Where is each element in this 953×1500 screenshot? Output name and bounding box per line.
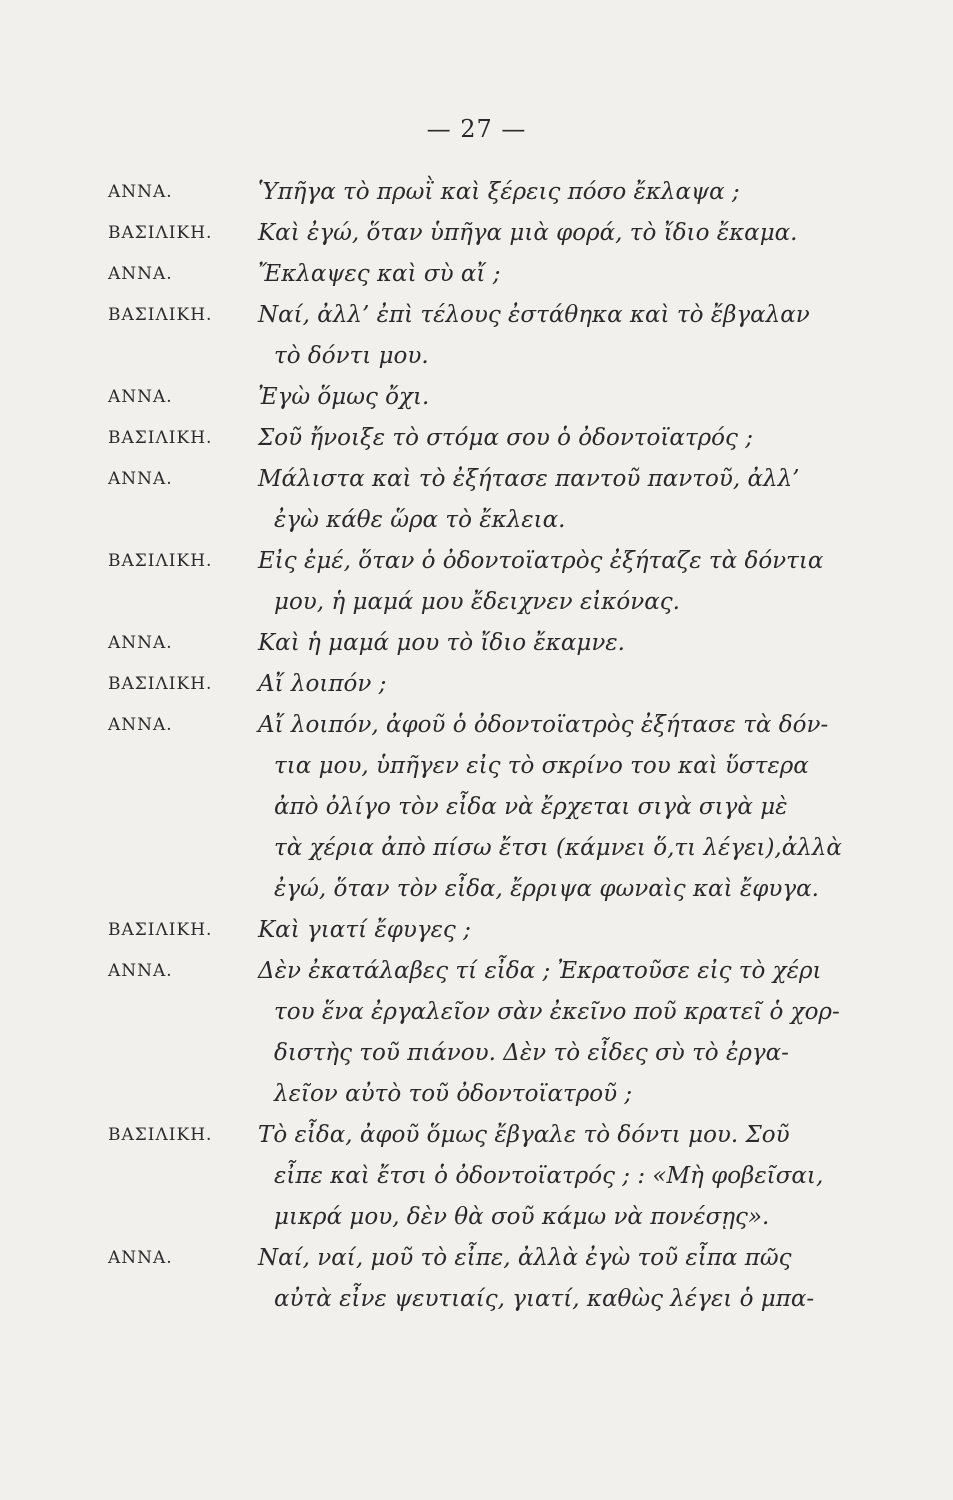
dialogue-entry: [108, 254, 908, 295]
speech-line: του ἕνα ἐργαλεῖον σὰν ἐκεῖνο ποῦ κρατεῖ ὁ χορ-: [274, 999, 840, 1025]
speech-text: [258, 664, 908, 705]
speaker-name: ΒΑΣΙΛΙΚΗ.: [108, 674, 213, 694]
speech-line: Καὶ γιατί ἔφυγες ;: [258, 917, 471, 943]
speech-line: Καὶ ἡ μαμά μου τὸ ἴδιο ἔκαμνε.: [258, 630, 625, 656]
speaker-name: ΒΑΣΙΛΙΚΗ.: [108, 1125, 213, 1145]
dialogue-entry: [108, 705, 908, 910]
dialogue-entry: [108, 459, 908, 541]
dialogue-text: [108, 172, 908, 1320]
speech-text: [258, 541, 908, 623]
speech-line: Εἰς ἐμέ, ὅταν ὁ ὀδοντοϊατρὸς ἐξήταζε τὰ δόντια: [258, 548, 824, 574]
speech-line: Δὲν ἐκατάλαβες τί εἶδα ; Ἐκρατοῦσε εἰς τὸ χέρι: [258, 958, 822, 984]
speech-line: Αἴ λοιπόν ;: [258, 671, 387, 697]
speaker-name: ΒΑΣΙΛΙΚΗ.: [108, 305, 213, 325]
speech-text: [258, 295, 908, 377]
speech-line: αὐτὰ εἶνε ψευτιαίς, γιατί, καθὼς λέγει ὁ μπα-: [274, 1286, 815, 1312]
speech-line: ἐγὼ κάθε ὥρα τὸ ἔκλεια.: [274, 507, 566, 533]
dialogue-entry: [108, 172, 908, 213]
speech-text: [258, 1238, 908, 1320]
dialogue-entry: [108, 664, 908, 705]
speech-line: μικρά μου, δὲν θὰ σοῦ κάμω νὰ πονέσῃς».: [274, 1204, 770, 1230]
speech-text: [258, 951, 908, 1115]
speaker-name: ΑΝΝΑ.: [108, 469, 173, 489]
dialogue-entry: [108, 623, 908, 664]
dialogue-entry: [108, 213, 908, 254]
speaker-name: ΒΑΣΙΛΙΚΗ.: [108, 428, 213, 448]
speech-line: Σοῦ ἤνοιξε τὸ στόμα σου ὁ ὀδοντοϊατρός ;: [258, 425, 753, 451]
speech-line: Ναί, ἀλλ’ ἐπὶ τέλους ἐστάθηκα καὶ τὸ ἔβγαλαν: [258, 302, 810, 328]
speech-text: [258, 213, 908, 254]
speech-line: τια μου, ὑπῆγεν εἰς τὸ σκρίνο του καὶ ὕστερα: [274, 753, 809, 779]
speech-line: ἐγώ, ὅταν τὸν εἶδα, ἔρριψα φωναὶς καὶ ἔφυγα.: [274, 876, 819, 902]
speech-text: [258, 459, 908, 541]
speech-text: [258, 910, 908, 951]
speech-text: [258, 705, 908, 910]
speech-line: Μάλιστα καὶ τὸ ἐξήτασε παντοῦ παντοῦ, ἀλλ’: [258, 466, 800, 492]
speaker-name: ΑΝΝΑ.: [108, 182, 173, 202]
speaker-name: ΑΝΝΑ.: [108, 961, 173, 981]
speech-line: Ἐγὼ ὅμως ὄχι.: [258, 384, 430, 410]
speech-text: [258, 254, 908, 295]
speaker-name: ΒΑΣΙΛΙΚΗ.: [108, 920, 213, 940]
speech-line: Καὶ ἐγώ, ὅταν ὑπῆγα μιὰ φορά, τὸ ἴδιο ἔκαμα.: [258, 220, 798, 246]
speaker-name: ΑΝΝΑ.: [108, 1248, 173, 1268]
speech-line: εἶπε καὶ ἔτσι ὁ ὀδοντοϊατρός ; : «Μὴ φοβεῖσαι,: [274, 1163, 824, 1189]
dialogue-entry: [108, 1115, 908, 1238]
speaker-name: ΑΝΝΑ.: [108, 633, 173, 653]
dialogue-entry: [108, 910, 908, 951]
speech-line: διστὴς τοῦ πιάνου. Δὲν τὸ εἶδες σὺ τὸ ἐργα-: [274, 1040, 789, 1066]
speech-line: ἀπὸ ὀλίγο τὸν εἶδα νὰ ἔρχεται σιγὰ σιγὰ μὲ: [274, 794, 788, 820]
speech-line: Αἴ λοιπόν, ἀφοῦ ὁ ὀδοντοϊατρὸς ἐξήτασε τὰ δόν-: [258, 712, 829, 738]
speech-text: [258, 1115, 908, 1238]
speaker-name: ΒΑΣΙΛΙΚΗ.: [108, 551, 213, 571]
speech-line: τὸ δόντι μου.: [274, 343, 429, 369]
speaker-name: ΑΝΝΑ.: [108, 387, 173, 407]
speaker-name: ΒΑΣΙΛΙΚΗ.: [108, 223, 213, 243]
speech-line: Ἔκλαψες καὶ σὺ αἴ ;: [258, 261, 501, 287]
speech-line: τὰ χέρια ἀπὸ πίσω ἔτσι (κάμνει ὅ,τι λέγει),ἀλλὰ: [274, 835, 842, 861]
dialogue-entry: [108, 377, 908, 418]
dialogue-entry: [108, 951, 908, 1115]
dialogue-entry: [108, 295, 908, 377]
speech-text: [258, 418, 908, 459]
speech-text: [258, 377, 908, 418]
dialogue-entry: [108, 418, 908, 459]
speech-line: Τὸ εἶδα, ἀφοῦ ὅμως ἔβγαλε τὸ δόντι μου. Σοῦ: [258, 1122, 790, 1148]
speech-text: [258, 172, 908, 213]
speech-text: [258, 623, 908, 664]
speaker-name: ΑΝΝΑ.: [108, 715, 173, 735]
speech-line: Ὑπῆγα τὸ πρωῒ καὶ ξέρεις πόσο ἔκλαψα ;: [258, 179, 740, 205]
speech-line: λεῖον αὐτὸ τοῦ ὀδοντοϊατροῦ ;: [274, 1081, 633, 1107]
dialogue-entry: [108, 541, 908, 623]
speech-line: μου, ἡ μαμά μου ἔδειχνεν εἰκόνας.: [274, 589, 680, 615]
dialogue-entry: [108, 1238, 908, 1320]
speech-line: Ναί, ναί, μοῦ τὸ εἶπε, ἀλλὰ ἐγὼ τοῦ εἶπα πῶς: [258, 1245, 792, 1271]
page-number: — 27 —: [426, 115, 527, 143]
speaker-name: ΑΝΝΑ.: [108, 264, 173, 284]
